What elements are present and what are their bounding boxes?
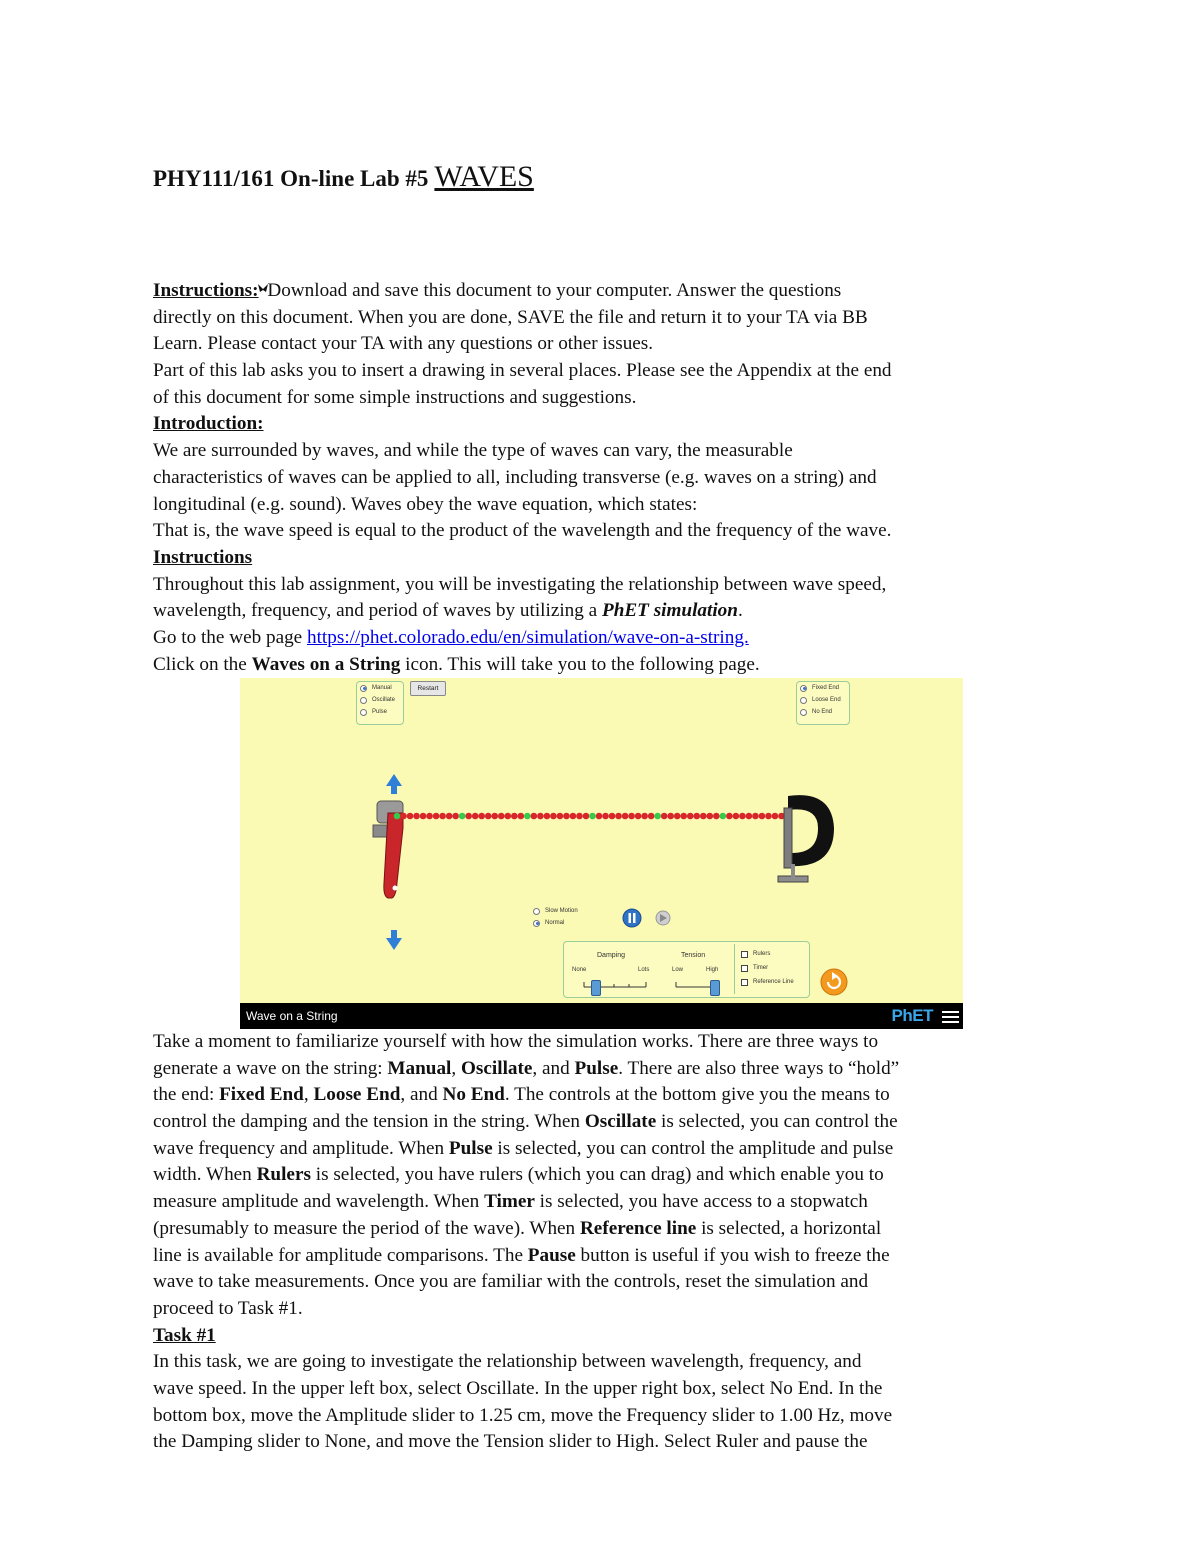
mode-label-pulse: Pulse bbox=[372, 709, 388, 715]
checkbox-group bbox=[741, 947, 794, 989]
desc-7a: measure amplitude and wavelength. When bbox=[153, 1191, 485, 1213]
term-loose-end: Loose End bbox=[313, 1084, 401, 1106]
end-option-loose[interactable] bbox=[797, 694, 849, 706]
string-bead bbox=[680, 813, 687, 820]
term-pause: Pause bbox=[527, 1244, 576, 1266]
reference-line-checkbox[interactable] bbox=[741, 975, 794, 989]
panel-divider bbox=[734, 944, 735, 994]
string-bead bbox=[583, 813, 590, 820]
task1-line-3: bottom box, move the Amplitude slider to 1.25 cm, move the Frequency slider to 1.00 Hz, move bbox=[153, 1404, 893, 1426]
string-bead bbox=[544, 813, 551, 820]
string-bead bbox=[433, 813, 440, 820]
instructions-section-line-4-end: icon. This will take you to the following page. bbox=[400, 653, 760, 675]
description-line-5 bbox=[153, 1136, 1053, 1163]
instructions-line-3: Learn. Please contact your TA with any questions or other issues. bbox=[153, 333, 654, 355]
description-line-7 bbox=[153, 1189, 1053, 1216]
simulation-footer bbox=[240, 1003, 963, 1029]
mode-option-pulse[interactable] bbox=[357, 706, 403, 718]
desc-2a: generate a wave on the string: bbox=[153, 1057, 388, 1079]
desc-3c: , bbox=[303, 1084, 314, 1106]
desc-9a: line is available for amplitude comparisons. The bbox=[153, 1244, 528, 1266]
term-fixed-end: Fixed End bbox=[219, 1084, 304, 1106]
string-bead-marker bbox=[459, 813, 466, 820]
description-line-3 bbox=[153, 1082, 1053, 1109]
desc-7c: is selected, you have access to a stopwatch bbox=[534, 1191, 868, 1213]
tension-max-label: High bbox=[706, 967, 719, 973]
instructions-line-5: of this document for some simple instructions and suggestions. bbox=[153, 386, 637, 408]
description-line-9 bbox=[153, 1243, 1053, 1270]
string-bead bbox=[628, 813, 635, 820]
string-bead bbox=[504, 813, 511, 820]
term-oscillate: Oscillate bbox=[461, 1057, 533, 1079]
term-pulse-2: Pulse bbox=[448, 1137, 493, 1159]
string-bead bbox=[700, 813, 707, 820]
phet-logo: PhET bbox=[891, 1006, 933, 1025]
timer-checkbox[interactable] bbox=[741, 961, 794, 975]
string-bead bbox=[426, 813, 433, 820]
phet-simulation-term: PhET simulation bbox=[601, 600, 738, 622]
term-timer: Timer bbox=[484, 1191, 535, 1213]
introduction-line-1: We are surrounded by waves, and while the type of waves can vary, the measurable bbox=[153, 440, 793, 462]
string-bead bbox=[452, 813, 459, 820]
speed-option-slow[interactable] bbox=[533, 905, 578, 917]
string-bead bbox=[602, 813, 609, 820]
string-beads bbox=[394, 813, 792, 820]
string-bead bbox=[713, 813, 720, 820]
description-line-1: Take a moment to familiarize yourself with how the simulation works. There are three ways to bbox=[153, 1031, 879, 1052]
timer-label: Timer bbox=[753, 965, 769, 971]
text-section-bottom bbox=[153, 1029, 1053, 1456]
mode-label-oscillate: Oscillate bbox=[372, 697, 396, 703]
desc-6c: is selected, you have rulers (which you can drag) and which enable you to bbox=[310, 1164, 884, 1186]
string-bead bbox=[550, 813, 557, 820]
desc-2c: , bbox=[451, 1057, 461, 1079]
end-label-none: No End bbox=[812, 709, 833, 715]
string-bead bbox=[570, 813, 577, 820]
instructions-section-line-4: Click on the bbox=[153, 653, 252, 675]
string-bead-marker bbox=[654, 813, 661, 820]
mode-option-manual[interactable] bbox=[357, 682, 403, 694]
string-bead-marker bbox=[524, 813, 531, 820]
string-bead bbox=[439, 813, 446, 820]
step-button bbox=[656, 911, 670, 925]
end-mode-panel bbox=[796, 681, 850, 725]
task1-line-2: wave speed. In the upper left box, select Oscillate. In the upper right box, select No End. In the bbox=[153, 1377, 883, 1399]
phet-link[interactable]: https://phet.colorado.edu/en/simulation/wave-on-a-string. bbox=[307, 626, 749, 648]
string-bead bbox=[752, 813, 759, 820]
string-bead bbox=[759, 813, 766, 820]
desc-3e: , and bbox=[400, 1084, 443, 1106]
desc-8c: is selected, a horizontal bbox=[696, 1217, 882, 1239]
instructions-line-4: Part of this lab asks you to insert a drawing in several places. Please see the Appendix at the end bbox=[153, 360, 892, 382]
task1-line-1: In this task, we are going to investigate the relationship between wavelength, frequency, and bbox=[153, 1351, 862, 1373]
damping-label: Damping bbox=[597, 952, 626, 959]
term-manual: Manual bbox=[387, 1057, 452, 1079]
desc-6a: width. When bbox=[153, 1164, 257, 1186]
instructions-line-2: directly on this document. When you are done, SAVE the file and return it to your TA via BB bbox=[153, 306, 868, 328]
desc-3a: the end: bbox=[153, 1084, 220, 1106]
description-line-10: wave to take measurements. Once you are familiar with the controls, reset the simulation and bbox=[153, 1271, 869, 1293]
simulation-screenshot bbox=[240, 678, 963, 1029]
introduction-line-3: longitudinal (e.g. sound). Waves obey the wave equation, which states: bbox=[153, 493, 698, 515]
speed-options bbox=[533, 905, 578, 929]
description-line-4 bbox=[153, 1109, 1053, 1136]
speed-option-normal[interactable] bbox=[533, 917, 578, 929]
simulation-title: Wave on a String bbox=[246, 1009, 338, 1023]
string-bead bbox=[511, 813, 518, 820]
bottom-control-panel bbox=[563, 941, 810, 998]
speed-label-slow: Slow Motion bbox=[545, 908, 578, 914]
desc-4c: is selected, you can control the bbox=[656, 1111, 898, 1133]
mode-option-oscillate[interactable] bbox=[357, 694, 403, 706]
instructions-section-line-2-end: . bbox=[737, 600, 743, 622]
tension-slider-thumb[interactable] bbox=[710, 980, 720, 996]
restart-button[interactable]: Restart bbox=[410, 681, 446, 696]
introduction-line-4: That is, the wave speed is equal to the product of the wavelength and the frequency of the wave. bbox=[153, 520, 892, 542]
string-bead bbox=[446, 813, 453, 820]
title-main: PHY111/161 On-line Lab #5 bbox=[153, 166, 429, 191]
string-bead bbox=[739, 813, 746, 820]
tension-label: Tension bbox=[681, 952, 706, 959]
string-bead bbox=[674, 813, 681, 820]
string-bead-marker bbox=[589, 813, 596, 820]
string-bead bbox=[622, 813, 629, 820]
instructions-section-line-1: Throughout this lab assignment, you will be investigating the relationship between wave speed, bbox=[153, 573, 887, 595]
string-bead bbox=[478, 813, 485, 820]
string-bead bbox=[563, 813, 570, 820]
waves-on-a-string-term: Waves on a String bbox=[251, 653, 401, 675]
string-bead bbox=[746, 813, 753, 820]
string-bead bbox=[420, 813, 427, 820]
desc-4a: control the damping and the tension in the string. When bbox=[153, 1111, 585, 1133]
string-bead bbox=[687, 813, 694, 820]
speed-label-normal: Normal bbox=[545, 920, 565, 926]
instructions-section-heading: Instructions bbox=[153, 546, 253, 568]
generation-mode-panel bbox=[356, 681, 404, 725]
string-bead bbox=[531, 813, 538, 820]
string-bead bbox=[537, 813, 544, 820]
desc-2e: , and bbox=[532, 1057, 575, 1079]
instructions-section-line-2: wavelength, frequency, and period of waves by utilizing a bbox=[153, 600, 602, 622]
string-bead bbox=[498, 813, 505, 820]
desc-9c: button is useful if you wish to freeze the bbox=[575, 1244, 890, 1266]
rulers-label: Rulers bbox=[753, 951, 771, 957]
string-bead bbox=[518, 813, 525, 820]
desc-3g: . The controls at the bottom give you the means to bbox=[504, 1084, 890, 1106]
desc-5a: wave frequency and amplitude. When bbox=[153, 1137, 449, 1159]
term-no-end: No End bbox=[442, 1084, 505, 1106]
description-line-2 bbox=[153, 1056, 1053, 1083]
string-bead bbox=[661, 813, 668, 820]
term-pulse: Pulse bbox=[574, 1057, 619, 1079]
string-bead bbox=[557, 813, 564, 820]
string-bead bbox=[413, 813, 420, 820]
damping-max-label: Lots bbox=[638, 967, 650, 973]
description-line-6 bbox=[153, 1162, 1053, 1189]
damping-min-label: None bbox=[572, 967, 587, 973]
task1-line-4: the Damping slider to None, and move the Tension slider to High. Select Ruler and pause the bbox=[153, 1431, 868, 1453]
string-bead bbox=[693, 813, 700, 820]
up-arrow-icon bbox=[386, 774, 402, 794]
string-bead bbox=[472, 813, 479, 820]
string-bead bbox=[400, 813, 407, 820]
desc-8a: (presumably to measure the period of the wave). When bbox=[153, 1217, 580, 1239]
menu-icon[interactable] bbox=[942, 1008, 959, 1024]
string-bead bbox=[772, 813, 779, 820]
end-option-none[interactable] bbox=[797, 706, 849, 718]
end-label-loose: Loose End bbox=[812, 697, 841, 703]
string-bead bbox=[765, 813, 772, 820]
mode-label-manual: Manual bbox=[372, 685, 392, 691]
end-label-fixed: Fixed End bbox=[812, 685, 840, 691]
introduction-heading: Introduction: bbox=[153, 413, 264, 435]
description-line-8 bbox=[153, 1216, 1053, 1243]
string-bead bbox=[615, 813, 622, 820]
task1-heading: Task #1 bbox=[153, 1324, 216, 1346]
string-bead bbox=[609, 813, 616, 820]
desc-5c: is selected, you can control the amplitude and pulse bbox=[492, 1137, 894, 1159]
pause-button bbox=[623, 909, 641, 927]
instructions-line-1: Download and save this document to your computer. Answer the questions bbox=[267, 280, 842, 301]
term-reference-line: Reference line bbox=[579, 1217, 697, 1239]
term-oscillate-2: Oscillate bbox=[584, 1111, 657, 1133]
string-bead bbox=[667, 813, 674, 820]
description-line-11: proceed to Task #1. bbox=[153, 1297, 303, 1319]
string-bead bbox=[576, 813, 583, 820]
string-bead bbox=[485, 813, 492, 820]
reset-button bbox=[821, 969, 847, 995]
tension-track bbox=[676, 982, 714, 987]
reference-line-label: Reference Line bbox=[753, 979, 794, 985]
instructions-section-line-3: Go to the web page bbox=[153, 626, 307, 648]
down-arrow-icon bbox=[386, 930, 402, 950]
title-topic: WAVES bbox=[434, 160, 534, 193]
end-option-fixed[interactable] bbox=[797, 682, 849, 694]
term-rulers: Rulers bbox=[256, 1164, 311, 1186]
string-bead bbox=[407, 813, 414, 820]
introduction-line-2: characteristics of waves can be applied to all, including transverse (e.g. waves on a string) and bbox=[153, 466, 877, 488]
desc-2g: . There are also three ways to “hold” bbox=[618, 1057, 900, 1079]
clamp-icon bbox=[778, 795, 834, 882]
instructions-heading: Instructions: bbox=[153, 280, 259, 301]
tension-min-label: Low bbox=[672, 967, 684, 973]
page-title bbox=[153, 160, 534, 194]
string-bead bbox=[491, 813, 498, 820]
string-bead bbox=[648, 813, 655, 820]
rulers-checkbox[interactable] bbox=[741, 947, 794, 961]
string-bead bbox=[733, 813, 740, 820]
string-bead-marker bbox=[720, 813, 727, 820]
damping-slider-thumb[interactable] bbox=[591, 980, 601, 996]
string-bead bbox=[465, 813, 472, 820]
string-bead bbox=[596, 813, 603, 820]
string-bead bbox=[707, 813, 714, 820]
string-bead bbox=[641, 813, 648, 820]
string-bead-marker bbox=[394, 813, 401, 820]
string-bead bbox=[726, 813, 733, 820]
string-bead bbox=[635, 813, 642, 820]
text-section-top bbox=[153, 278, 1053, 678]
